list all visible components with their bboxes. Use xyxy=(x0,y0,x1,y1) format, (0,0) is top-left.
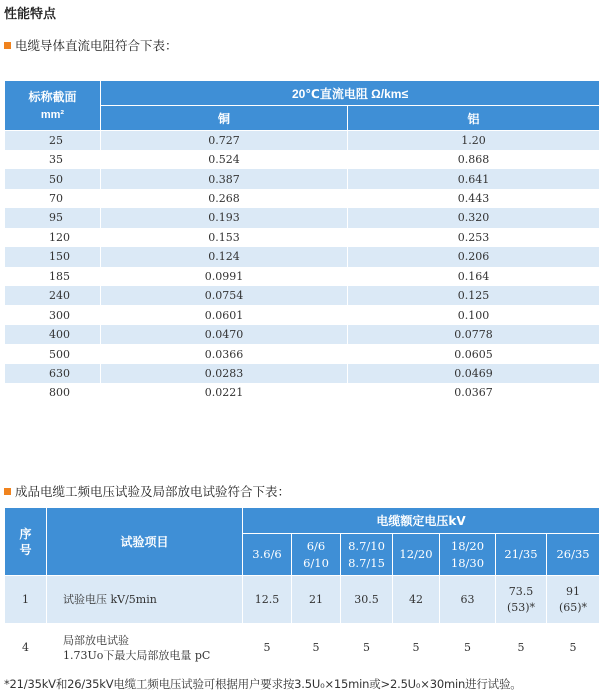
size-cell: 400 xyxy=(5,325,101,344)
size-cell: 120 xyxy=(5,228,101,247)
row2-value: 5 xyxy=(440,624,496,672)
row2-value: 5 xyxy=(393,624,440,672)
table-row xyxy=(5,286,599,305)
row1-value: 42 xyxy=(393,576,440,624)
aluminum-cell: 0.868 xyxy=(348,150,599,169)
table-row xyxy=(5,576,599,624)
row2-value: 5 xyxy=(243,624,292,672)
square-bullet-icon xyxy=(4,42,11,49)
copper-cell: 0.0991 xyxy=(101,267,348,286)
size-cell: 70 xyxy=(5,189,101,208)
square-bullet-icon xyxy=(4,488,11,495)
size-cell: 150 xyxy=(5,247,101,266)
aluminum-cell: 0.641 xyxy=(348,169,599,188)
aluminum-cell: 0.0605 xyxy=(348,344,599,363)
size-cell: 25 xyxy=(5,131,101,150)
copper-cell: 0.193 xyxy=(101,208,348,227)
copper-cell: 0.387 xyxy=(101,169,348,188)
copper-cell: 0.524 xyxy=(101,150,348,169)
aluminum-cell: 0.443 xyxy=(348,189,599,208)
row1-value-21-35 xyxy=(496,576,547,624)
header-voltage-line2: 8.7/15 xyxy=(348,555,385,570)
size-cell: 240 xyxy=(5,286,101,305)
header-test-item: 试验项目 xyxy=(47,508,243,576)
copper-cell: 0.124 xyxy=(101,247,348,266)
resistance-table xyxy=(4,80,599,403)
table-row xyxy=(5,267,599,286)
table-row xyxy=(5,624,599,672)
header-seq-line2: 号 xyxy=(19,542,32,557)
page-title: 性能特点 xyxy=(4,6,57,21)
section2-heading-text: 成品电缆工频电压试验及局部放电试验符合下表： xyxy=(15,485,291,499)
table-row xyxy=(5,208,599,227)
header-voltage xyxy=(496,534,547,576)
table-row xyxy=(5,383,599,402)
row2-value: 5 xyxy=(496,624,547,672)
header-copper: 铜 xyxy=(101,106,348,131)
table-row xyxy=(5,150,599,169)
table-row xyxy=(5,305,599,324)
table-row xyxy=(5,344,599,363)
table-row xyxy=(5,189,599,208)
copper-cell: 0.0754 xyxy=(101,286,348,305)
row1-item: 试验电压 kV/5min xyxy=(47,576,243,624)
table-row xyxy=(5,169,599,188)
header-voltage xyxy=(292,534,341,576)
row1-value-26-35-line1: 91 xyxy=(566,584,581,598)
aluminum-cell: 0.164 xyxy=(348,267,599,286)
row1-value: 30.5 xyxy=(341,576,393,624)
header-voltage xyxy=(440,534,496,576)
table-row xyxy=(5,247,599,266)
header-voltage-line1: 26/35 xyxy=(556,547,590,561)
row1-value-26-35-line2: (65)* xyxy=(558,600,588,614)
aluminum-cell: 0.0469 xyxy=(348,364,599,383)
table-row xyxy=(5,364,599,383)
row2-value: 5 xyxy=(341,624,393,672)
voltage-test-table xyxy=(4,507,599,672)
header-aluminum: 铝 xyxy=(348,106,599,131)
row1-value: 21 xyxy=(292,576,341,624)
row1-value: 63 xyxy=(440,576,496,624)
copper-cell: 0.0470 xyxy=(101,325,348,344)
header-voltage-line1: 21/35 xyxy=(504,547,538,561)
row1-value-26-35 xyxy=(547,576,599,624)
copper-cell: 0.153 xyxy=(101,228,348,247)
header-voltage-line1: 8.7/10 xyxy=(348,538,385,553)
row2-seq: 4 xyxy=(5,624,47,672)
header-dc-resistance: 20℃直流电阻 Ω/km≤ xyxy=(101,81,599,106)
size-cell: 630 xyxy=(5,364,101,383)
section2-heading xyxy=(4,482,290,500)
footnote: *21/35kV和26/35kV电缆工频电压试验可根据用户要求按3.5U₀×15min或>2.5U₀×30min进行试验。 xyxy=(4,677,522,691)
table-row xyxy=(5,325,599,344)
size-cell: 185 xyxy=(5,267,101,286)
copper-cell: 0.727 xyxy=(101,131,348,150)
header-rated-voltage: 电缆额定电压kV xyxy=(243,508,599,534)
table-row xyxy=(5,228,599,247)
aluminum-cell: 0.0778 xyxy=(348,325,599,344)
header-voltage-line1: 18/20 xyxy=(450,538,485,553)
row1-value-21-35-line2: (53)* xyxy=(506,600,536,614)
header-voltage xyxy=(393,534,440,576)
aluminum-cell: 0.125 xyxy=(348,286,599,305)
aluminum-cell: 1.20 xyxy=(348,131,599,150)
header-voltage xyxy=(547,534,599,576)
aluminum-cell: 0.0367 xyxy=(348,383,599,402)
row2-value: 5 xyxy=(547,624,599,672)
size-cell: 95 xyxy=(5,208,101,227)
row2-value: 5 xyxy=(292,624,341,672)
header-voltage-line2: 18/30 xyxy=(450,555,485,570)
row1-value-21-35-line1: 73.5 xyxy=(508,584,534,598)
header-voltage xyxy=(243,534,292,576)
row2-item-line1: 局部放电试验 xyxy=(63,633,129,647)
size-cell: 500 xyxy=(5,344,101,363)
header-nominal-section xyxy=(5,81,101,131)
header-voltage-line1: 12/20 xyxy=(399,547,433,561)
header-voltage xyxy=(341,534,393,576)
size-cell: 800 xyxy=(5,383,101,402)
copper-cell: 0.268 xyxy=(101,189,348,208)
header-seq xyxy=(5,508,47,576)
table-row xyxy=(5,131,599,150)
row2-item-line2: 1.73Uo下最大局部放电量 pC xyxy=(63,648,211,662)
header-voltage-line1: 6/6 xyxy=(306,538,326,553)
row2-item xyxy=(47,624,243,672)
section1-heading xyxy=(4,36,178,54)
header-nominal-section-line1: 标称截面 xyxy=(28,89,77,104)
row1-value: 12.5 xyxy=(243,576,292,624)
aluminum-cell: 0.206 xyxy=(348,247,599,266)
copper-cell: 0.0601 xyxy=(101,305,348,324)
copper-cell: 0.0283 xyxy=(101,364,348,383)
header-voltage-line2: 6/10 xyxy=(303,555,329,570)
aluminum-cell: 0.253 xyxy=(348,228,599,247)
aluminum-cell: 0.100 xyxy=(348,305,599,324)
header-nominal-section-line2: mm² xyxy=(40,108,65,121)
copper-cell: 0.0221 xyxy=(101,383,348,402)
size-cell: 35 xyxy=(5,150,101,169)
copper-cell: 0.0366 xyxy=(101,344,348,363)
header-voltage-line1: 3.6/6 xyxy=(252,547,282,561)
size-cell: 300 xyxy=(5,305,101,324)
aluminum-cell: 0.320 xyxy=(348,208,599,227)
header-seq-line1: 序 xyxy=(19,526,32,541)
size-cell: 50 xyxy=(5,169,101,188)
row1-seq: 1 xyxy=(5,576,47,624)
section1-heading-text: 电缆导体直流电阻符合下表： xyxy=(15,39,178,53)
